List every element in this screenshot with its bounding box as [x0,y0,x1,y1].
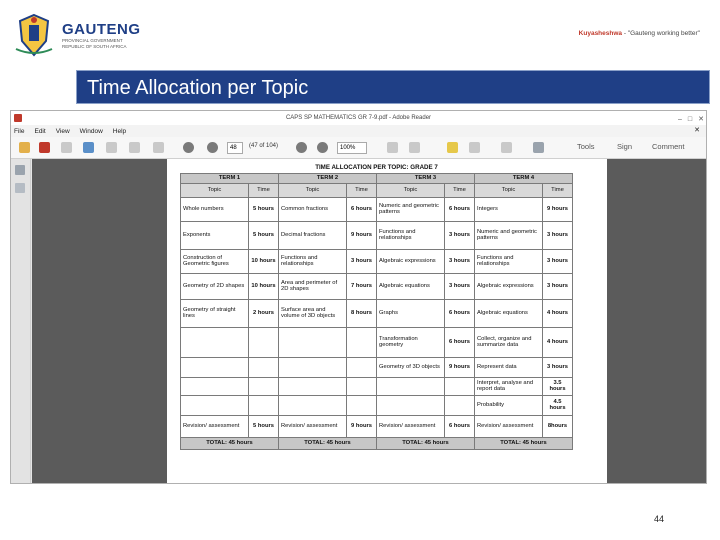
table-row [181,299,573,327]
time-cell [445,377,475,395]
maximize-icon[interactable]: □ [687,116,693,123]
column-header-time: Time [543,183,573,197]
term-header: TERM 2 [279,173,377,183]
table-row [181,249,573,273]
topic-cell: Area and perimeter of 2D shapes [279,273,347,299]
term-total: TOTAL: 45 hours [279,437,377,449]
time-cell: 5 hours [249,197,279,221]
topic-cell: Geometry of straight lines [181,299,249,327]
term-total: TOTAL: 45 hours [181,437,279,449]
topic-cell [181,377,249,395]
zoom-out-icon[interactable] [296,142,307,153]
time-cell: 3.5 hours [543,377,573,395]
fit-page-icon[interactable] [387,142,398,153]
sticky-note-icon[interactable] [447,142,458,153]
topic-cell: Whole numbers [181,197,249,221]
time-cell: 2 hours [249,299,279,327]
column-header-time: Time [445,183,475,197]
reader-window-title: CAPS SP MATHEMATICS GR 7-9.pdf - Adobe Reader [285,115,432,121]
time-cell: 9 hours [347,415,377,437]
topic-cell: Common fractions [279,197,347,221]
table-row [181,327,573,357]
term-total: TOTAL: 45 hours [475,437,573,449]
topic-cell: Numeric and geometric patterns [377,197,445,221]
slide-page-number: 44 [654,514,665,524]
table-row [181,273,573,299]
column-header-time: Time [249,183,279,197]
time-cell: 3 hours [543,273,573,299]
reader-menu-bar [11,125,706,137]
topic-cell: Functions and relationships [475,249,543,273]
table-row [181,377,573,395]
pdf-page [167,159,607,483]
attachments-icon[interactable] [15,183,25,193]
time-cell [347,327,377,357]
term-header: TERM 1 [181,173,279,183]
time-cell: 9 hours [445,357,475,377]
term-header: TERM 4 [475,173,573,183]
topic-cell: Decimal fractions [279,221,347,249]
reader-title-bar [11,111,706,125]
topic-cell: Surface area and volume of 3D objects [279,299,347,327]
topic-cell [181,327,249,357]
topic-cell: Functions and relationships [279,249,347,273]
menu-view[interactable]: View [55,127,70,135]
topic-cell: Geometry of 2D shapes [181,273,249,299]
topic-cell [279,327,347,357]
close-document-icon[interactable]: ✕ [694,127,700,134]
topic-cell: Revision/ assessment [279,415,347,437]
print-icon[interactable] [129,142,140,153]
table-row [181,395,573,415]
time-cell: 3 hours [347,249,377,273]
zoom-select[interactable]: 100% [337,142,367,154]
adobe-reader-window [10,110,707,484]
table-row [181,221,573,249]
topic-cell [181,395,249,415]
topic-cell: Graphs [377,299,445,327]
topic-cell: Algebraic expressions [377,249,445,273]
open-icon[interactable] [19,142,30,153]
time-cell: 3 hours [543,221,573,249]
time-cell: 9 hours [543,197,573,221]
time-cell: 4 hours [543,299,573,327]
topic-cell [377,395,445,415]
previous-page-icon[interactable] [183,142,194,153]
topic-cell: Revision/ assessment [475,415,543,437]
topic-cell: Algebraic equations [475,299,543,327]
topic-cell: Integers [475,197,543,221]
time-cell: 4 hours [543,327,573,357]
edit-icon[interactable] [61,142,72,153]
time-cell [249,357,279,377]
page-number-input[interactable]: 48 [227,142,243,154]
comment-button[interactable]: Comment [652,142,685,151]
time-cell: 3 hours [445,249,475,273]
time-cell [445,395,475,415]
time-cell: 3 hours [445,273,475,299]
reader-toolbar [11,137,706,159]
page-count: (47 of 104) [249,143,279,149]
column-header-topic: Topic [475,183,543,197]
document-canvas[interactable] [32,159,706,483]
table-row [181,415,573,437]
navigation-pane [11,159,31,483]
topic-cell [279,395,347,415]
term-header: TERM 3 [377,173,475,183]
time-cell: 6 hours [445,197,475,221]
fit-width-icon[interactable] [409,142,420,153]
topic-cell: Geometry of 3D objects [377,357,445,377]
tagline [579,30,700,37]
minimize-icon[interactable]: – [677,116,682,123]
menu-help[interactable]: Help [112,127,127,135]
sign-button[interactable]: Sign [617,142,633,151]
logo-wordmark: GAUTENG [62,20,141,38]
time-cell [347,395,377,415]
gauteng-logo [10,10,150,60]
topic-cell: Collect, organize and summarize data [475,327,543,357]
table-body [181,197,573,437]
table-row [181,357,573,377]
hand-tool-icon[interactable] [533,142,544,153]
slide-title: Time Allocation per Topic [87,77,309,99]
time-cell: 10 hours [249,273,279,299]
term-total: TOTAL: 45 hours [377,437,475,449]
time-cell: 6 hours [445,415,475,437]
time-cell [249,377,279,395]
column-header-topic: Topic [377,183,445,197]
topic-cell: Revision/ assessment [181,415,249,437]
save-icon[interactable] [106,142,117,153]
topic-cell [279,357,347,377]
topic-cell: Functions and relationships [377,221,445,249]
menu-file[interactable]: File [14,127,25,135]
time-cell: 3 hours [445,221,475,249]
time-cell: 6 hours [347,197,377,221]
highlight-icon[interactable] [469,142,480,153]
slide-title-bar [76,70,710,104]
time-cell [249,327,279,357]
close-icon[interactable]: ✕ [698,116,704,123]
logo-subtitle-country: REPUBLIC OF SOUTH AFRICA [62,43,127,49]
topic-cell [377,377,445,395]
topic-cell [181,357,249,377]
time-cell: 7 hours [347,273,377,299]
topic-cell [279,377,347,395]
coat-of-arms-icon [10,11,58,59]
topic-cell: Transformation geometry [377,327,445,357]
time-cell [347,357,377,377]
pdf-app-icon [14,114,22,122]
time-cell: 4.5 hours [543,395,573,415]
time-cell: 5 hours [249,221,279,249]
time-cell: 3 hours [543,357,573,377]
full-screen-icon[interactable] [501,142,512,153]
topic-cell: Algebraic equations [377,273,445,299]
tagline-text: - "Gauteng working better" [622,30,700,37]
time-cell: 6 hours [445,327,475,357]
column-header-time: Time [347,183,377,197]
topic-cell: Algebraic expressions [475,273,543,299]
topic-cell: Numeric and geometric patterns [475,221,543,249]
time-cell: 9 hours [347,221,377,249]
table-row [181,197,573,221]
topic-cell: Probability [475,395,543,415]
logo-subtitle: PROVINCIAL GOVERNMENT [62,37,123,43]
tagline-brand: Kuyasheshwa [578,30,623,37]
create-pdf-icon[interactable] [39,142,50,153]
topic-cell: Revision/ assessment [377,415,445,437]
time-cell: 10 hours [249,249,279,273]
time-cell: 6 hours [445,299,475,327]
email-icon[interactable] [153,142,164,153]
pages-panel-icon[interactable] [15,165,25,175]
time-cell: 3 hours [543,249,573,273]
column-header-topic: Topic [181,183,249,197]
cloud-icon[interactable] [83,142,94,153]
time-cell: 5 hours [249,415,279,437]
topic-cell: Construction of Geometric figures [181,249,249,273]
time-cell [249,395,279,415]
topic-cell: Exponents [181,221,249,249]
zoom-in-icon[interactable] [317,142,328,153]
time-allocation-table [180,163,573,450]
menu-edit[interactable]: Edit [34,127,46,135]
topic-cell: Interpret, analyse and report data [475,377,543,395]
next-page-icon[interactable] [207,142,218,153]
time-cell: 8 hours [347,299,377,327]
time-cell [347,377,377,395]
topic-cell: Represent data [475,357,543,377]
time-cell: 8hours [543,415,573,437]
table-caption: TIME ALLOCATION PER TOPIC: GRADE 7 [181,163,573,173]
menu-window[interactable]: Window [79,127,103,135]
column-header-topic: Topic [279,183,347,197]
tools-button[interactable]: Tools [577,142,595,151]
